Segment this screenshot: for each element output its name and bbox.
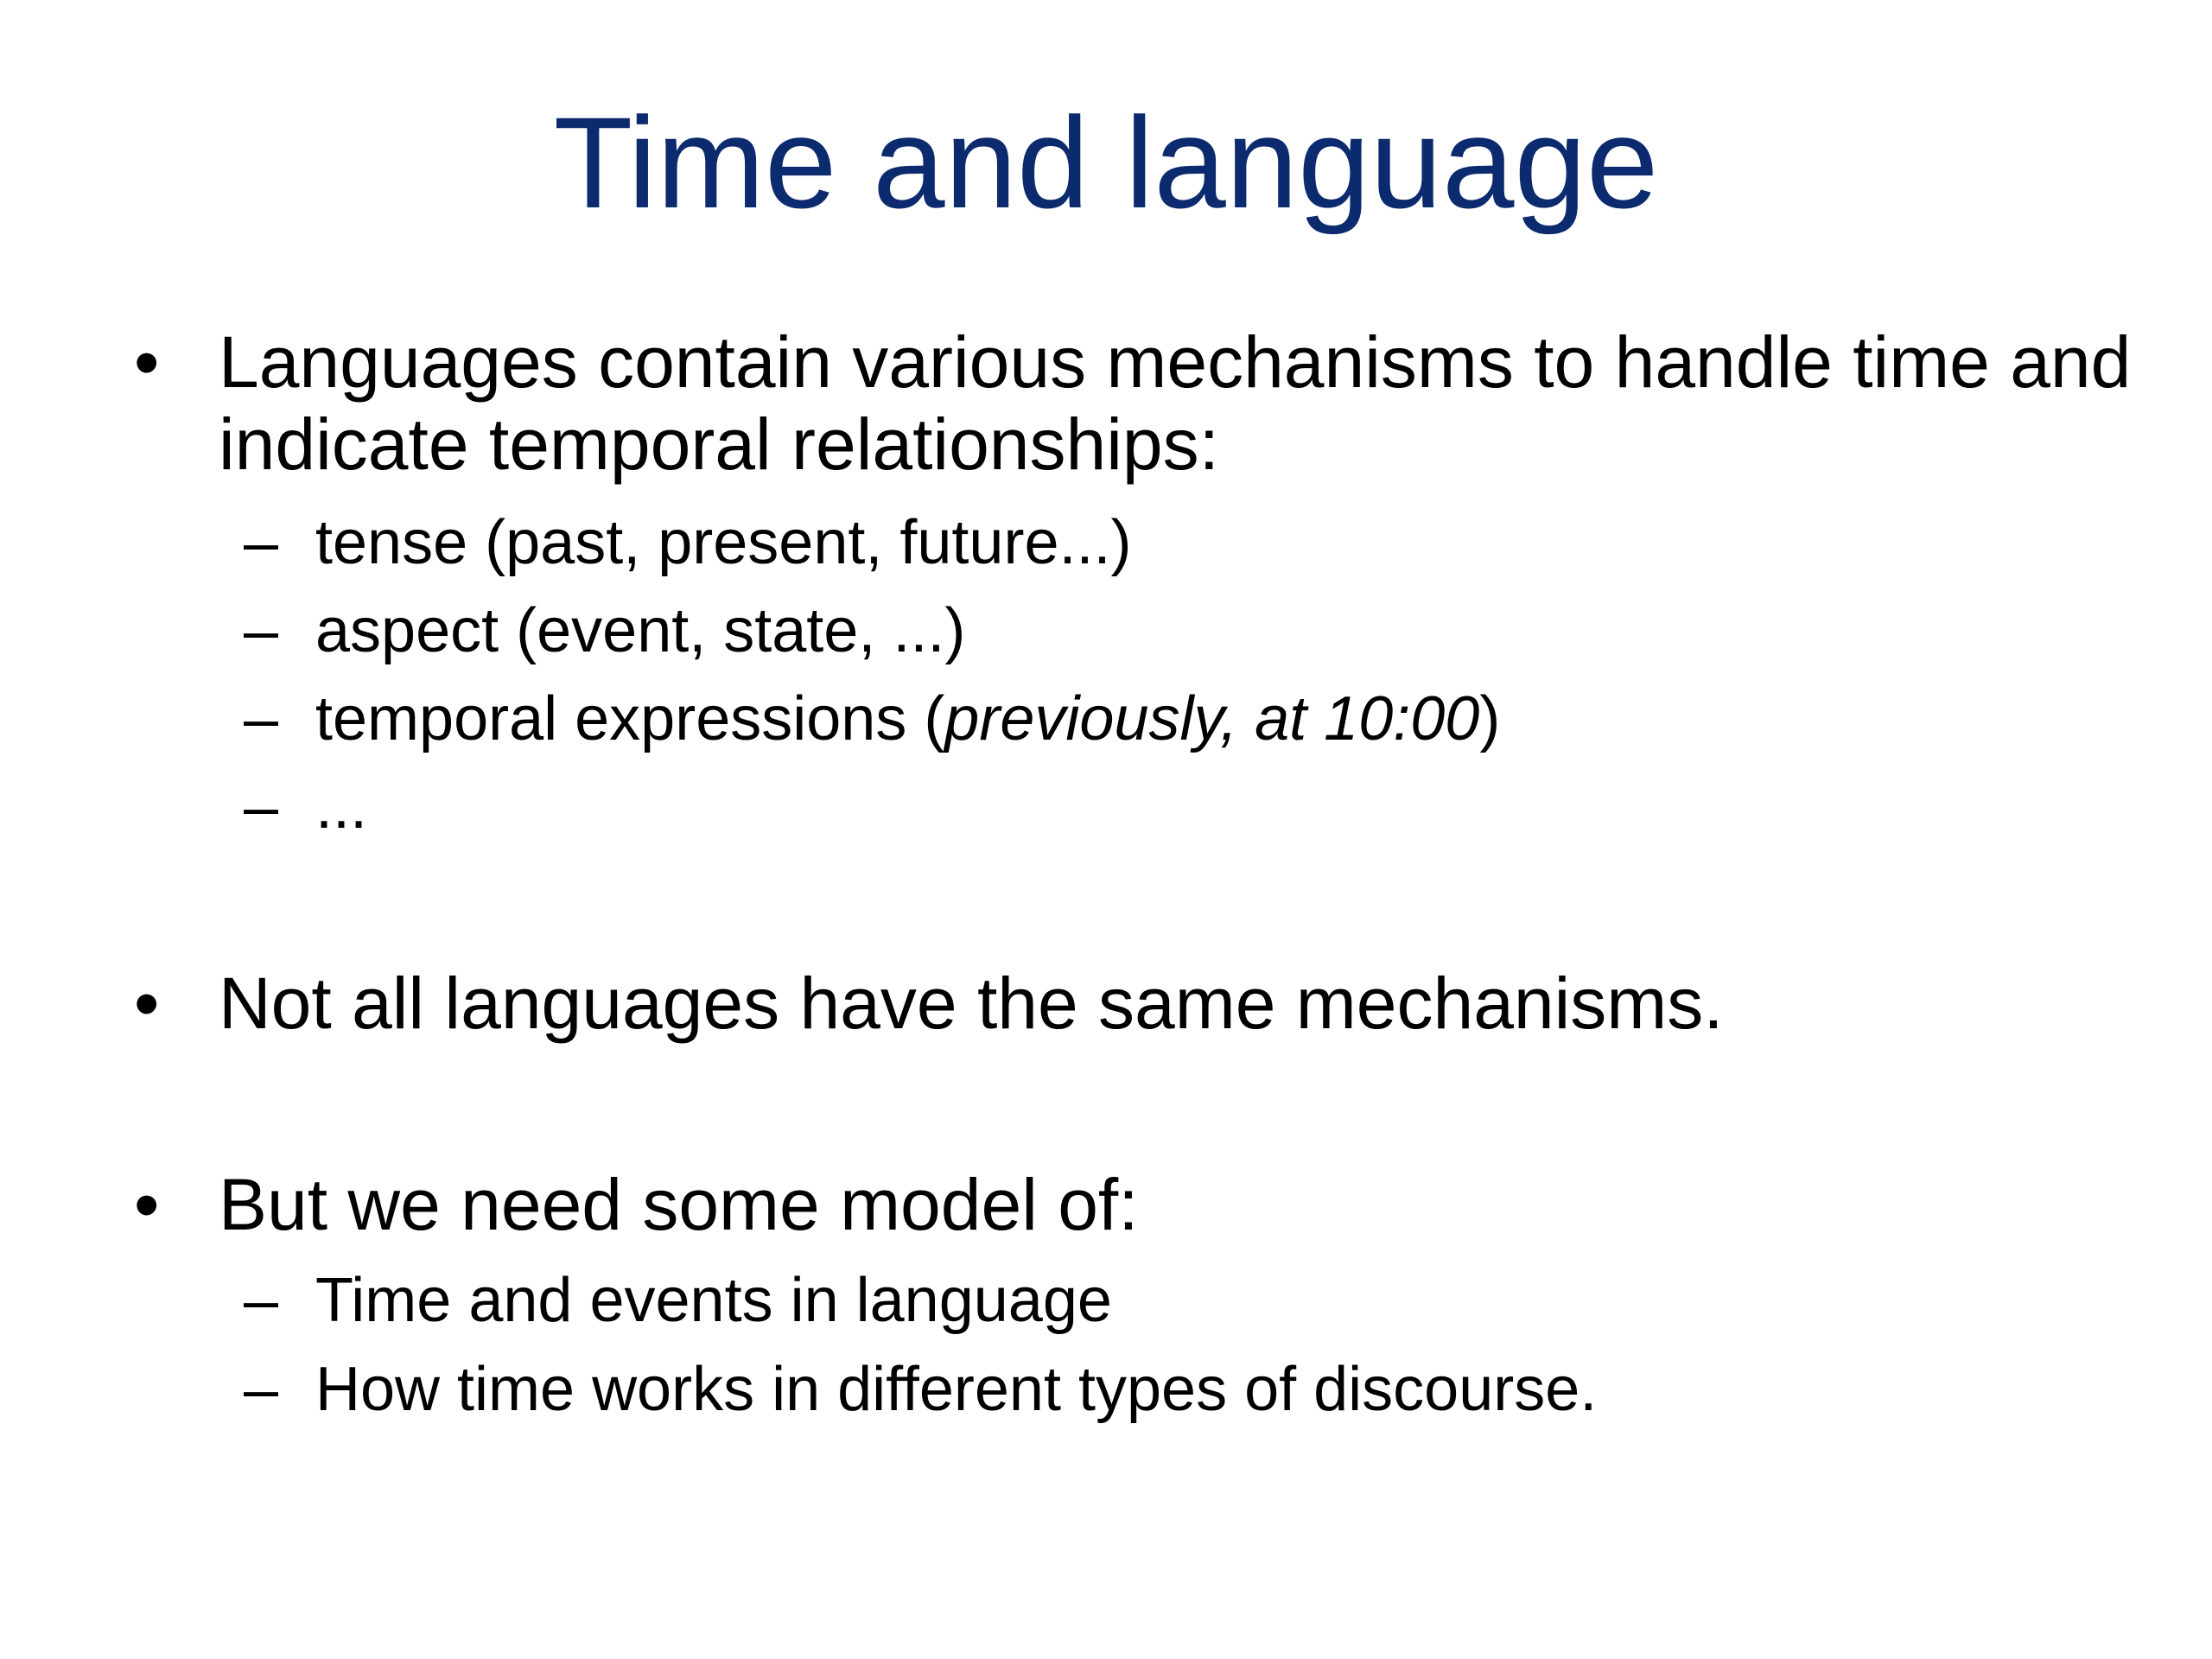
dash-icon: –	[244, 1266, 279, 1335]
sub-bullet-text-plain: temporal expressions (	[315, 684, 945, 753]
dash-icon: –	[244, 684, 279, 753]
sub-bullet-text: tense (past, present, future...)	[315, 508, 1132, 577]
sub-bullet-text-italic: previously, at 10:00	[944, 684, 1480, 753]
dash-icon: –	[244, 1355, 279, 1424]
dash-icon: –	[244, 596, 279, 665]
sub-bullet-text: Time and events in language	[315, 1266, 1112, 1335]
bullet-text: Not all languages have the same mechanisms.	[219, 963, 1724, 1044]
slide-title: Time and language	[553, 90, 1659, 235]
sub-bullet-text-plain: )	[1479, 684, 1501, 753]
bullet-text: Languages contain various mechanisms to handle time and indicate temporal relationships:	[219, 321, 2132, 485]
bullet-icon: •	[134, 963, 160, 1044]
sub-bullet-text: aspect (event, state, ...)	[315, 596, 966, 665]
sub-bullet-text	[315, 680, 2130, 758]
bullet-icon: •	[134, 1164, 160, 1245]
sub-bullet-text: How time works in different types of discourse.	[315, 1355, 1598, 1424]
sub-bullet-text: ...	[315, 772, 368, 842]
dash-icon: –	[244, 772, 279, 842]
bullet-text: But we need some model of:	[219, 1164, 1139, 1245]
dash-icon: –	[244, 508, 279, 577]
bullet-icon: •	[134, 321, 160, 403]
